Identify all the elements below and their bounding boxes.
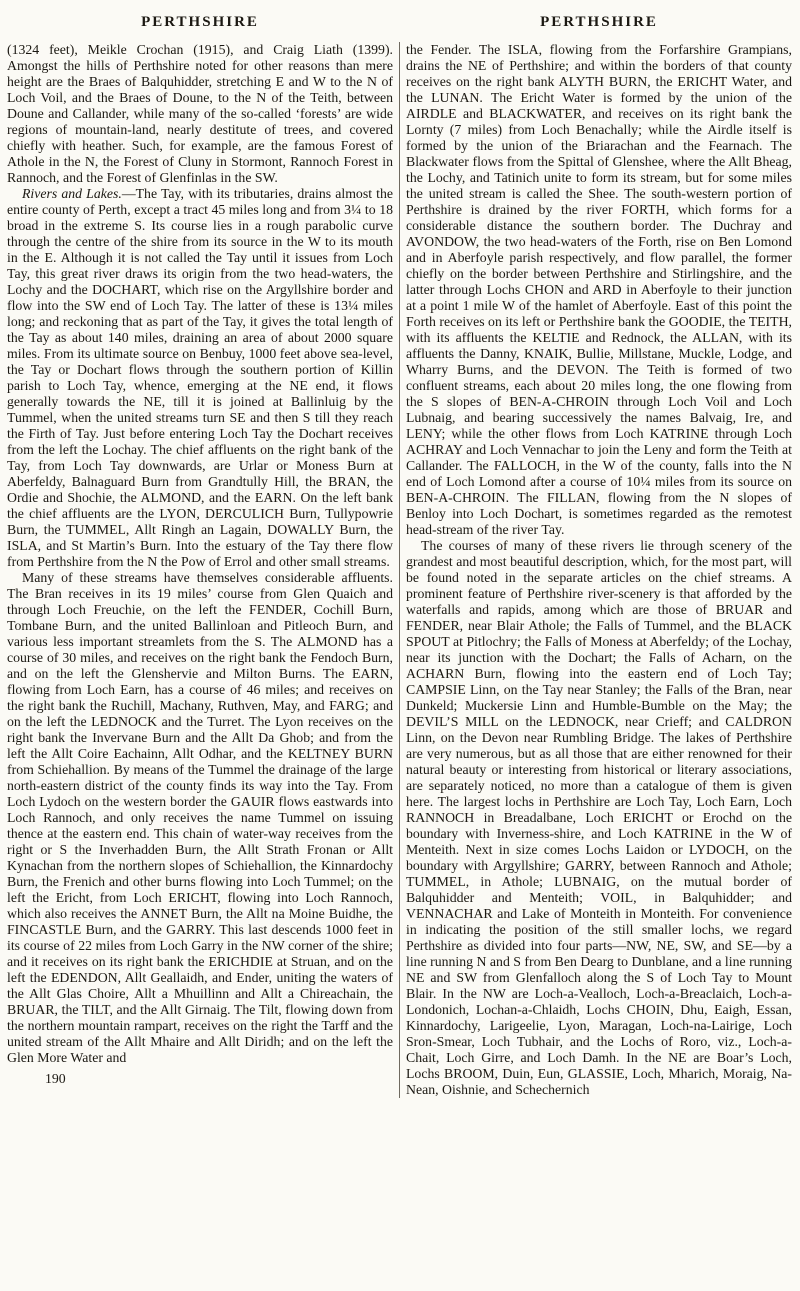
text-columns (7, 42, 793, 1098)
right-column (406, 42, 792, 1098)
section-lead: Rivers and Lakes. (22, 186, 122, 201)
paragraph-continuation: the Fender. The ISLA, flowing from the Forfarshire Grampians, drains the NE of Perthshire; and within the borders of that county receives on the right bank ALYTH BURN, the ERICHT Water, and the LUNAN. The Ericht Water is formed by the union of the AIRDLE and BLACKWATER, and receives on its right bank the Lornty (7 miles) from Loch Benachally; while the Airdle itself is formed by the union of the Briarachan and the Fearnach. The Blackwater flows from the Spittal of Glenshee, where the Allt Bheag, the Lochy, and Tatinich unite to form its stream, but for some miles the united stream is called the Shee. The south-western portion of Perthshire is drained by the river FORTH, which forms for a considerable distance the southern border. The Duchray and AVONDOW, the two head-waters of the Forth, rise on Ben Lomond and in Aberfoyle parish respectively, and flow parallel, the former chiefly on the border between Perthshire and Stirlingshire, and the latter through Lochs CHON and ARD in Aberfoyle to their junction at a point 1 mile W of the hamlet of Aberfoyle. East of this point the Forth receives on its left or Perthshire bank the GOODIE, the TEITH, with its affluents the KELTIE and Rednock, the ALLAN, with its affluents the Danny, KNAIK, Bullie, Millstane, Muckle, Lodge, and Wharry Burns, and the DEVON. The Teith is formed of two confluent streams, each about 20 miles long, the one flowing from the S slopes of BEN-A-CHROIN through Loch Voil and Loch Lubnaig, and bearing successively the names Balvaig, Ire, and LENY; while the other flows from Loch KATRINE through Loch ACHRAY and Loch Vennachar to join the Leny and form the Teith at Callander. The FALLOCH, in the W of the county, falls into the N end of Loch Lomond after a course of 10¼ miles from its source on BEN-A-CHROIN. The FILLAN, flowing from the N slopes of Benloy into Loch Dochart, is sometimes regarded as the remotest head-stream of the river Tay. (406, 42, 792, 537)
page-number: 190 (45, 1071, 66, 1086)
left-column (7, 42, 393, 1098)
running-heads (7, 14, 793, 31)
paragraph-river-scenery: The courses of many of these rivers lie through scenery of the grandest and most beautiful description, which, for the most part, will be found noted in the separate articles on the chief streams. A prominent feature of Perthshire river-scenery is that afforded by the waterfalls and rapids, among which are those of BRUAR and FENDER, near Blair Athole; the Falls of Tummel, and the BLACK SPOUT at Pitlochry; the Falls of Moness at Aberfeldy; of the Lochay, near its junction with the Dochart; the Falls of Acharn, on the ACHARN Burn, flowing into the eastern end of Loch Tay; CAMPSIE Linn, on the Tay near Stanley; the Falls of the Bran, near Dunkeld; Muckersie Linn and Humble-Bumble on the May; the DEVIL’S MILL on the LEDNOCK, near Crieff; and CALDRON Linn, on the Devon near Rumbling Bridge. The lakes of Perthshire are very numerous, but as all those that are either renowned for their natural beauty or interesting from historical or literary associations, are separately noticed, no more than a catalogue of them is given here. The largest lochs in Perthshire are Loch Tay, Loch Earn, Loch RANNOCH in Breadalbane, Loch ERICHT or Erochd on the boundary with Inverness-shire, and Loch KATRINE in the W of Menteith. Next in size comes Lochs Laidon or LYDOCH, on the boundary with Argyllshire; GARRY, between Rannoch and Athole; TUMMEL, in Athole; LUBNAIG, on the mutual border of Balquhidder and Menteith; VOIL, in Balquhidder; and VENNACHAR and Lake of Monteith in Monteith. For convenience in indicating the position of the still smaller lochs, we regard Perthshire as divided into four parts—NW, NE, SW, and SE—by a line running N and S from Ben Dearg to Dunblane, and a line running NE and SW from Glenfalloch along the S of Loch Tay to Mount Blair. In the NW are Loch-a-Vealloch, Loch-a-Breaclaich, Loch-a-Londonich, Lochan-a-Chlaidh, Lochs CHOIN, Dhu, Eaigh, Essan, Kinnardochy, Larigeelie, Lyon, Maragan, Loch-na-Lairige, Loch Sron-Smear, Loch Tubhair, and the Lochs of Roro, viz., Loch-a-Chait, Loch Girre, and Loch Damh. In the NE are Boar’s Loch, Lochs BROOM, Duin, Eun, GLASSIE, Loch, Mharich, Moraig, Na-Nean, Oishnie, and Schechernich (406, 538, 792, 1097)
column-divider-rule (399, 42, 400, 1098)
running-head-gap (393, 14, 406, 31)
running-head-right: PERTHSHIRE (540, 14, 658, 30)
paragraph-rivers-and-lakes (7, 186, 393, 570)
paragraph-text: —The Tay, with its tributaries, drains almost the entire county of Perth, except a tract 45 miles long and from 3¼ to 18 broad in the extreme S. Its course lies in a rough parabolic curve through the centre of the shire from its source in the W to its mouth in the E. Although it is not called the Tay until it issues from Loch Tay, this great river draws its origin from the two head-waters, the Lochy and the DOCHART, which rise on the Argyllshire border and flow into the SW end of Loch Tay. The latter of these is 13¼ miles long; and reckoning that as part of the Tay, it gives the total length of the Tay as about 140 miles, draining an area of about 2000 square miles. From its ultimate source on Benbuy, 1000 feet above sea-level, the Tay or Dochart flows through the southern portion of Killin parish to Loch Tay, whence, emerging at the NE end, it flows generally towards the NE, till it is joined at Ballinluig by the Tummel, when the united streams turn SE and then S till they reach the Firth of Tay. Just before entering Loch Tay the Dochart receives from the left the Lochay. The chief affluents on the right bank of the Tay, from Loch Tay downwards, are Urlar or Moness Burn at Aberfeldy, Balnaguard Burn from Grandtully Hill, the BRAN, the Ordie and Shochie, the ALMOND, and the EARN. On the left bank the chief affluents are the LYON, DERCULICH Burn, Tullypowrie Burn, the TUMMEL, Allt Ringh an Lagain, DOWALLY Burn, the ISLA, and St Martin’s Burn. Into the estuary of the Tay there flow from Perthshire from the N the Pow of Errol and other small streams. (7, 186, 393, 569)
paragraph-continuation: (1324 feet), Meikle Crochan (1915), and Craig Liath (1399). Amongst the hills of Perthshire noted for other reasons than mere height are the Braes of Balquhidder, stretching E and W to the N of Loch Voil, and the Braes of Doune, to the N of the Teith, between Doune and Callander, while many of the so-called ‘forests’ are wide regions of mountain-land, nearly destitute of trees, and covered chiefly with heather. Such, for example, are the famous Forest of Athole in the N, the Forest of Cluny in Stormont, Rannoch Forest in Rannoch, and the Forest of Glenfinlas in the SW. (7, 42, 393, 185)
paragraph-affluents: Many of these streams have themselves considerable affluents. The Bran receives in its 19 miles’ course from Glen Quaich and through Loch Freuchie, on the left the FENDER, Cochill Burn, Tombane Burn, and the united Ballinloan and Pitleoch Burn, and various less important streamlets from the S. The ALMOND has a course of 30 miles, and receives on the right bank the Fendoch Burn, and on the left the Glenshervie and Milton Burns. The EARN, flowing from Loch Earn, has a course of 46 miles; and receives on the right bank the Ruchill, Machany, Ruthven, May, and FARG; and on the left the LEDNOCK and the Turret. The Lyon receives on the right bank the Invervane Burn and the Allt Da Ghob; and from the left the Allt Coire Eachainn, Allt Odhar, and the KELTNEY BURN from Schiehallion. By means of the Tummel the drainage of the large north-eastern district of the county finds its way into the Tay. From Loch Lydoch on the western border the GAUIR flows eastwards into Loch Rannoch, and only receives the name Tummel on issuing thence at the eastern end. This chain of water-way receives from the right or S the Inverhadden Burn, the Allt Strath Fronan or Allt Kynachan from the northern slopes of Schiehallion, the Kinnardochy Burn, the Frenich and other burns flowing into Loch Tummel; on the left the Ericht, from Loch ERICHT, flowing into Loch Rannoch, which also receives the ANNET Burn, the Allt na Moine Buidhe, the FINCASTLE Burn, and the GARRY. This last descends 1000 feet in its course of 22 miles from Loch Garry in the NW corner of the shire; and it receives on its right bank the ERICHDIE at Struan, and on the left the EDENDON, Allt Geallaidh, and Ender, uniting the waters of the Allt Glas Choire, Allt a Mhuillinn and Allt a Chireachain, the BRUAR, the TILT, and the Allt Girnaig. The Tilt, flowing down from the northern mountain rampart, receives on the right the Tarff and the united stream of the Allt Mhaire and Allt Diridh; and on the left the Glen More Water and (7, 570, 393, 1065)
running-head-left: PERTHSHIRE (141, 14, 259, 30)
